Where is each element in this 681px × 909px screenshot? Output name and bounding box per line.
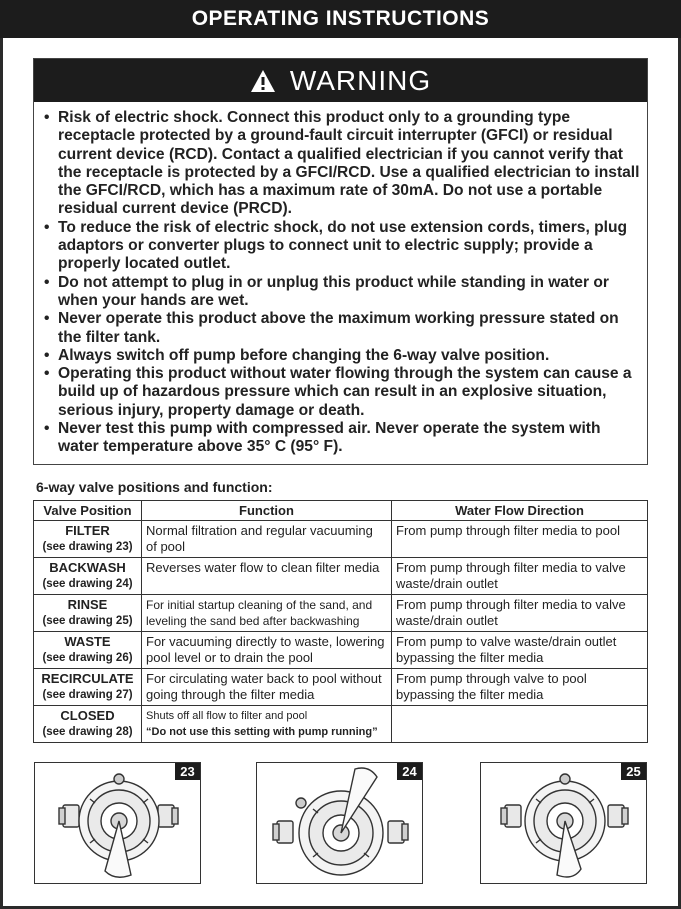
flow-cell: From pump through filter media to valve waste/drain outlet bbox=[392, 558, 648, 595]
function-cell bbox=[142, 706, 392, 743]
flow-cell: From pump through filter media to pool bbox=[392, 521, 648, 558]
valve-position-cell bbox=[34, 521, 142, 558]
valve-position-name: FILTER bbox=[65, 523, 110, 538]
valve-drawing-24 bbox=[256, 762, 423, 884]
column-header-position: Valve Position bbox=[34, 501, 142, 521]
drawing-reference: (see drawing 23) bbox=[42, 541, 133, 553]
drawing-reference: (see drawing 27) bbox=[42, 689, 133, 701]
valve-position-name: CLOSED bbox=[60, 708, 115, 723]
warning-title: WARNING bbox=[289, 64, 432, 96]
bullet-icon: • bbox=[44, 218, 50, 236]
flow-cell bbox=[392, 706, 648, 743]
table-row bbox=[34, 632, 648, 669]
drawing-reference: (see drawing 28) bbox=[42, 726, 133, 738]
table-row bbox=[34, 669, 648, 706]
valve-drawing-23 bbox=[34, 762, 201, 884]
drawing-reference: (see drawing 25) bbox=[42, 615, 133, 627]
valve-position-name: RINSE bbox=[67, 597, 108, 612]
valve-position-name: RECIRCULATE bbox=[41, 671, 134, 686]
table-row bbox=[34, 595, 648, 632]
valve-section-title: 6-way valve positions and function: bbox=[36, 479, 273, 495]
function-caution-note: “Do not use this setting with pump running” bbox=[146, 726, 378, 738]
column-header-flow: Water Flow Direction bbox=[392, 501, 648, 521]
valve-position-name: WASTE bbox=[64, 634, 111, 649]
valve-drawing-25 bbox=[480, 762, 647, 884]
valve-position-cell bbox=[34, 632, 142, 669]
drawing-reference: (see drawing 24) bbox=[42, 578, 133, 590]
valve-position-cell bbox=[34, 669, 142, 706]
function-cell: Normal filtration and regular vacuuming of pool bbox=[142, 521, 392, 558]
valve-backwash-illustration bbox=[257, 763, 424, 885]
table-row bbox=[34, 706, 648, 743]
warning-item: • Never operate this product above the maximum working pressure stated on the filter tank. bbox=[44, 310, 619, 346]
drawing-number-badge: 23 bbox=[175, 763, 200, 780]
warning-item: • Always switch off pump before changing the 6-way valve position. bbox=[44, 346, 550, 364]
table-row bbox=[34, 521, 648, 558]
warning-triangle-icon bbox=[250, 69, 276, 93]
function-text: Shuts off all flow to filter and pool bbox=[146, 710, 308, 722]
bullet-icon: • bbox=[44, 273, 50, 291]
function-cell: For vacuuming directly to waste, lowering pool level or to drain the pool bbox=[142, 632, 392, 669]
valve-rinse-illustration bbox=[481, 763, 648, 885]
function-cell: For circulating water back to pool without going through the filter media bbox=[142, 669, 392, 706]
function-cell: Reverses water flow to clean filter media bbox=[142, 558, 392, 595]
flow-cell: From pump through valve to pool bypassing the filter media bbox=[392, 669, 648, 706]
bullet-icon: • bbox=[44, 420, 50, 438]
drawing-reference: (see drawing 26) bbox=[42, 652, 133, 664]
valve-table bbox=[33, 500, 648, 743]
flow-cell: From pump through filter media to valve waste/drain outlet bbox=[392, 595, 648, 632]
valve-position-cell bbox=[34, 595, 142, 632]
valve-position-name: BACKWASH bbox=[49, 560, 126, 575]
drawing-number-badge: 24 bbox=[397, 763, 422, 780]
warning-item: • Do not attempt to plug in or unplug this product while standing in water or when your hands are wet. bbox=[44, 273, 609, 309]
bullet-icon: • bbox=[44, 310, 50, 328]
function-cell: For initial startup cleaning of the sand, and leveling the sand bed after backwashing bbox=[142, 595, 392, 632]
flow-cell: From pump to valve waste/drain outlet bypassing the filter media bbox=[392, 632, 648, 669]
table-header-row bbox=[34, 501, 648, 521]
table-row bbox=[34, 558, 648, 595]
valve-position-cell bbox=[34, 706, 142, 743]
page-title: OPERATING INSTRUCTIONS bbox=[191, 7, 490, 30]
column-header-function: Function bbox=[142, 501, 392, 521]
warning-item: • To reduce the risk of electric shock, do not use extension cords, timers, plug adaptors or converter plugs to connect unit to electric supply; provide a properly located outlet. bbox=[44, 218, 628, 273]
drawing-number-badge: 25 bbox=[621, 763, 646, 780]
bullet-icon: • bbox=[44, 365, 50, 383]
warning-list bbox=[34, 102, 647, 457]
warning-item: • Never test this pump with compressed air. Never operate the system with water temperature above 35° C (95° F). bbox=[44, 420, 601, 456]
warning-item: • Risk of electric shock. Connect this product only to a grounding type receptacle protected by a ground-fault circuit interrupter (GFCI) or residual current device (RCD). Contact a qualified electrician if you cannot verify that the receptacle is protected by a GFCI/RCD. Use a qualified electrician to install the GFCI/RCD, which has a maximum rate of 30mA. Do not use a portable residual current device (PRCD). bbox=[44, 109, 640, 218]
warning-box bbox=[33, 58, 648, 465]
bullet-icon: • bbox=[44, 109, 50, 126]
warning-header bbox=[34, 59, 647, 102]
warning-item: • Operating this product without water flowing through the system can cause a build up of hazardous pressure which can result in an explosive situation, serious injury, property damage or death. bbox=[44, 365, 632, 419]
valve-position-cell bbox=[34, 558, 142, 595]
header-bar bbox=[0, 0, 681, 38]
valve-filter-illustration bbox=[35, 763, 202, 885]
bullet-icon: • bbox=[44, 346, 50, 364]
